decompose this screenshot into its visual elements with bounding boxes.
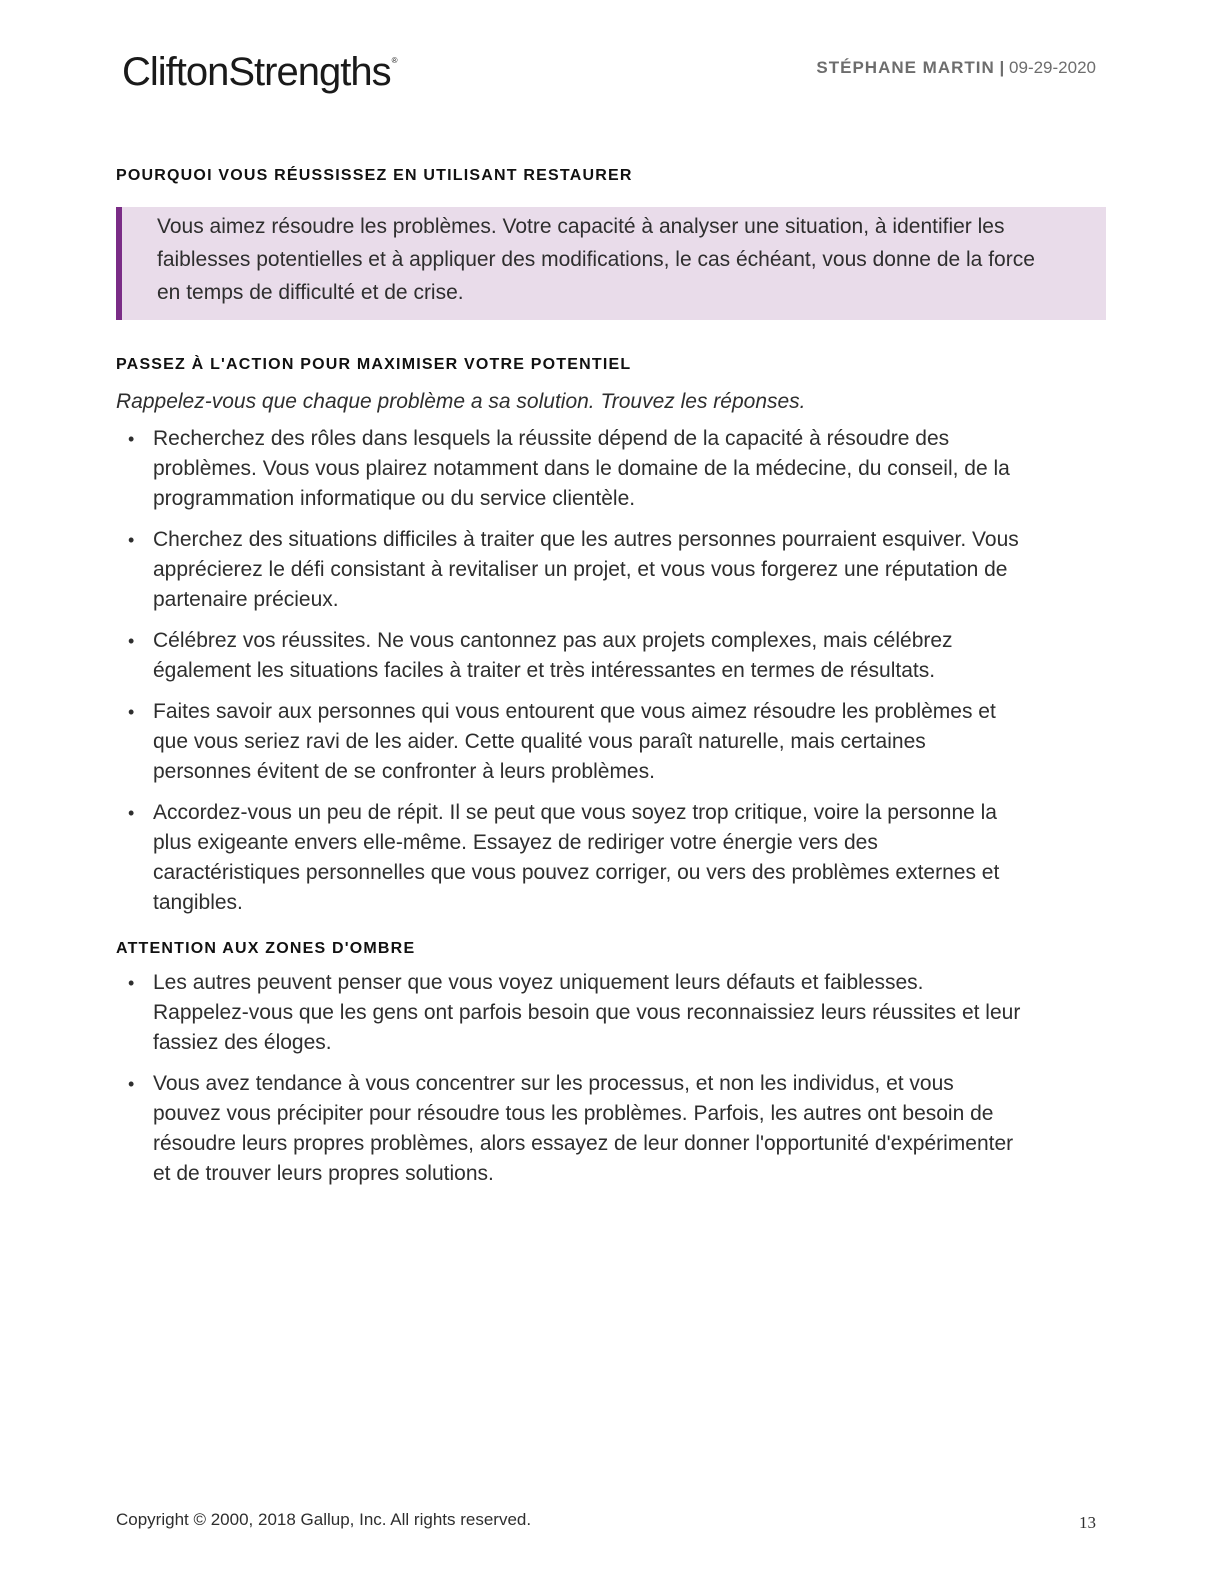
list-item-text: Vous avez tendance à vous concentrer sur les processus, et non les individus, et vous pouvez vous précipiter pour résoudre tous les problèmes. Parfois, les autres ont besoin de résoudre leurs propres problèmes, alors essayez de leur donner l'opportunité d'expérimenter et de trouver leurs propres solutions. (153, 1072, 1014, 1185)
action-items-list (116, 424, 1106, 918)
bullet-icon: • (128, 803, 135, 823)
blind-spots-list (116, 968, 1106, 1189)
theme-quote-box (116, 207, 1106, 320)
header-separator: | (999, 58, 1005, 77)
action-list-item (116, 626, 1106, 686)
theme-quote-text: Vous aimez résoudre les problèmes. Votre capacité à analyser une situation, à identifier les faiblesses potentielles et à appliquer des modifications, le cas échéant, vous donne de la force en temps de difficulté et de crise. (157, 215, 1035, 304)
bullet-icon: • (128, 530, 135, 550)
logo-text: CliftonStrengths (122, 50, 391, 94)
bullet-icon: • (128, 1074, 135, 1094)
report-date: 09-29-2020 (1009, 58, 1096, 77)
list-item-text: Cherchez des situations difficiles à traiter que les autres personnes pourraient esquiver. Vous apprécierez le défi consistant à revitaliser un projet, et vous vous forgerez une réputation de partenaire précieux. (153, 528, 1019, 611)
list-item-text: Célébrez vos réussites. Ne vous cantonnez pas aux projets complexes, mais célébrez également les situations faciles à traiter et très intéressantes en termes de résultats. (153, 629, 953, 682)
section-title-take-action: PASSEZ À L'ACTION POUR MAXIMISER VOTRE POTENTIEL (116, 356, 632, 373)
action-list-item (116, 525, 1106, 615)
action-list-item (116, 798, 1106, 918)
bullet-icon: • (128, 702, 135, 722)
page-number: 13 (1079, 1513, 1096, 1532)
bullet-icon: • (128, 973, 135, 993)
list-item-text: Faites savoir aux personnes qui vous entourent que vous aimez résoudre les problèmes et que vous seriez ravi de les aider. Cette qualité vous paraît naturelle, mais certaines personnes évitent de se confronter à leurs problèmes. (153, 700, 996, 783)
action-list-item (116, 424, 1106, 514)
blind-spot-list-item (116, 1069, 1106, 1189)
list-item-text: Les autres peuvent penser que vous voyez uniquement leurs défauts et faiblesses. Rappelez-vous que les gens ont parfois besoin que vous reconnaissiez leurs réussites et leur fassiez des éloges. (153, 971, 1021, 1054)
action-list-item (116, 697, 1106, 787)
blind-spot-list-item (116, 968, 1106, 1058)
registered-mark: ® (391, 56, 398, 65)
list-item-text: Accordez-vous un peu de répit. Il se peut que vous soyez trop critique, voire la personne la plus exigeante envers elle-même. Essayez de rediriger votre énergie vers des caractéristiques personnelles que vous pouvez corriger, ou vers des problèmes externes et tangibles. (153, 801, 1000, 914)
bullet-icon: • (128, 631, 135, 651)
list-item-text: Recherchez des rôles dans lesquels la réussite dépend de la capacité à résoudre des problèmes. Vous vous plairez notamment dans le domaine de la médecine, du conseil, de la programmation informatique ou du service clientèle. (153, 427, 1010, 510)
section-title-blind-spots: ATTENTION AUX ZONES D'OMBRE (116, 940, 416, 957)
page-content (116, 167, 1106, 1200)
action-lead-text: Rappelez-vous que chaque problème a sa solution. Trouvez les réponses. (116, 390, 806, 413)
user-name: STÉPHANE MARTIN (816, 58, 995, 77)
copyright-notice: Copyright © 2000, 2018 Gallup, Inc. All rights reserved. (116, 1510, 532, 1529)
section-title-why-succeed: POURQUOI VOUS RÉUSSISSEZ EN UTILISANT RESTAURER (116, 167, 633, 184)
bullet-icon: • (128, 429, 135, 449)
clifton-strengths-logo (122, 50, 398, 95)
report-header-info (816, 58, 1096, 78)
